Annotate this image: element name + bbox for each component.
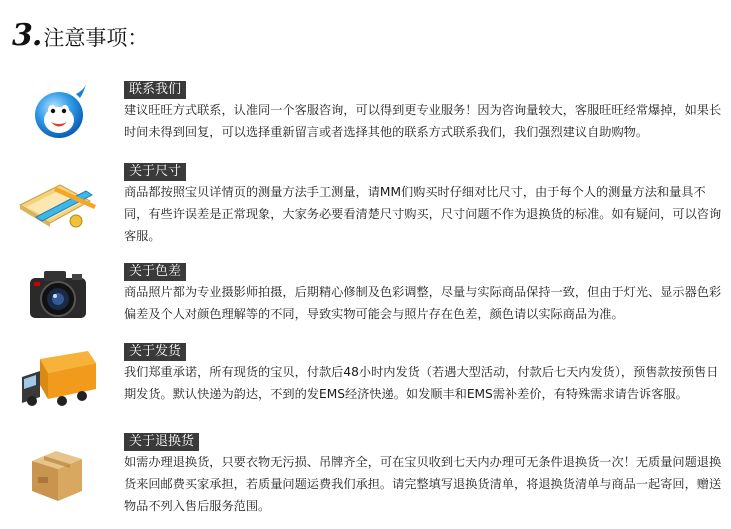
- section-title-badge: 关于色差: [124, 263, 186, 281]
- chat-bubble-face-icon: [28, 82, 98, 144]
- section-returns: [0, 433, 731, 525]
- ruler-pencil-icon: [16, 177, 100, 239]
- delivery-truck-icon: [18, 349, 98, 411]
- camera-icon: [26, 264, 96, 326]
- page-heading: [12, 18, 148, 54]
- section-title-badge: 关于尺寸: [124, 163, 186, 181]
- section-body-text: 商品照片都为专业摄影师拍摄，后期精心修制及色彩调整，尽量与实际商品保持一致，但由于灯光、显示器色彩偏差及个人对颜色理解等的不同，导致实物可能会与照片存在色差，颜色请以实际商品为准。: [124, 285, 722, 321]
- section-contact: [0, 78, 731, 150]
- section-title-badge: 联系我们: [124, 81, 186, 99]
- section-title-badge: 关于退换货: [124, 433, 199, 451]
- section-shipping: [0, 341, 731, 429]
- section-body-text: 我们郑重承诺，所有现货的宝贝，付款后48小时内发货（若遇大型活动，付款后七天内发货），预售款按预售日期发货。默认快递为韵达，不到的发EMS经济快递。如发顺丰和EMS需补差价，有特殊需求请告诉客服。: [124, 365, 719, 401]
- section-body-text: 商品都按照宝贝详情页的测量方法手工测量，请MM们购买时仔细对比尺寸，由于每个人的测量方法和量具不同，有些许误差是正常现象，大家务必要看清楚尺寸购买，尺寸问题不作为退换货的标准。如有疑问，可以咨询客服。: [124, 185, 722, 243]
- section-size: [0, 163, 731, 253]
- section-color-difference: [0, 260, 731, 332]
- cardboard-box-icon: [26, 445, 96, 507]
- section-title-badge: 关于发货: [124, 343, 186, 361]
- heading-title: 注意事项：: [43, 26, 149, 50]
- section-body-text: 如需办理退换货，只要衣物无污损、吊牌齐全，可在宝贝收到七天内办理可无条件退换货一次！无质量问题退换货来回邮费买家承担，若质量问题运费我们承担。请完整填写退换货清单，将退换货清单与商品一起寄回，赠送物品不列入售后服务范围。: [124, 455, 722, 513]
- section-body-text: 建议旺旺方式联系，认准同一个客服咨询，可以得到更专业服务！因为咨询量较大，客服旺旺经常爆掉，如果长时间未得到回复，可以选择重新留言或者选择其他的联系方式联系我们，我们强烈建议自助购物。: [124, 103, 722, 139]
- heading-number: 3.: [12, 18, 42, 53]
